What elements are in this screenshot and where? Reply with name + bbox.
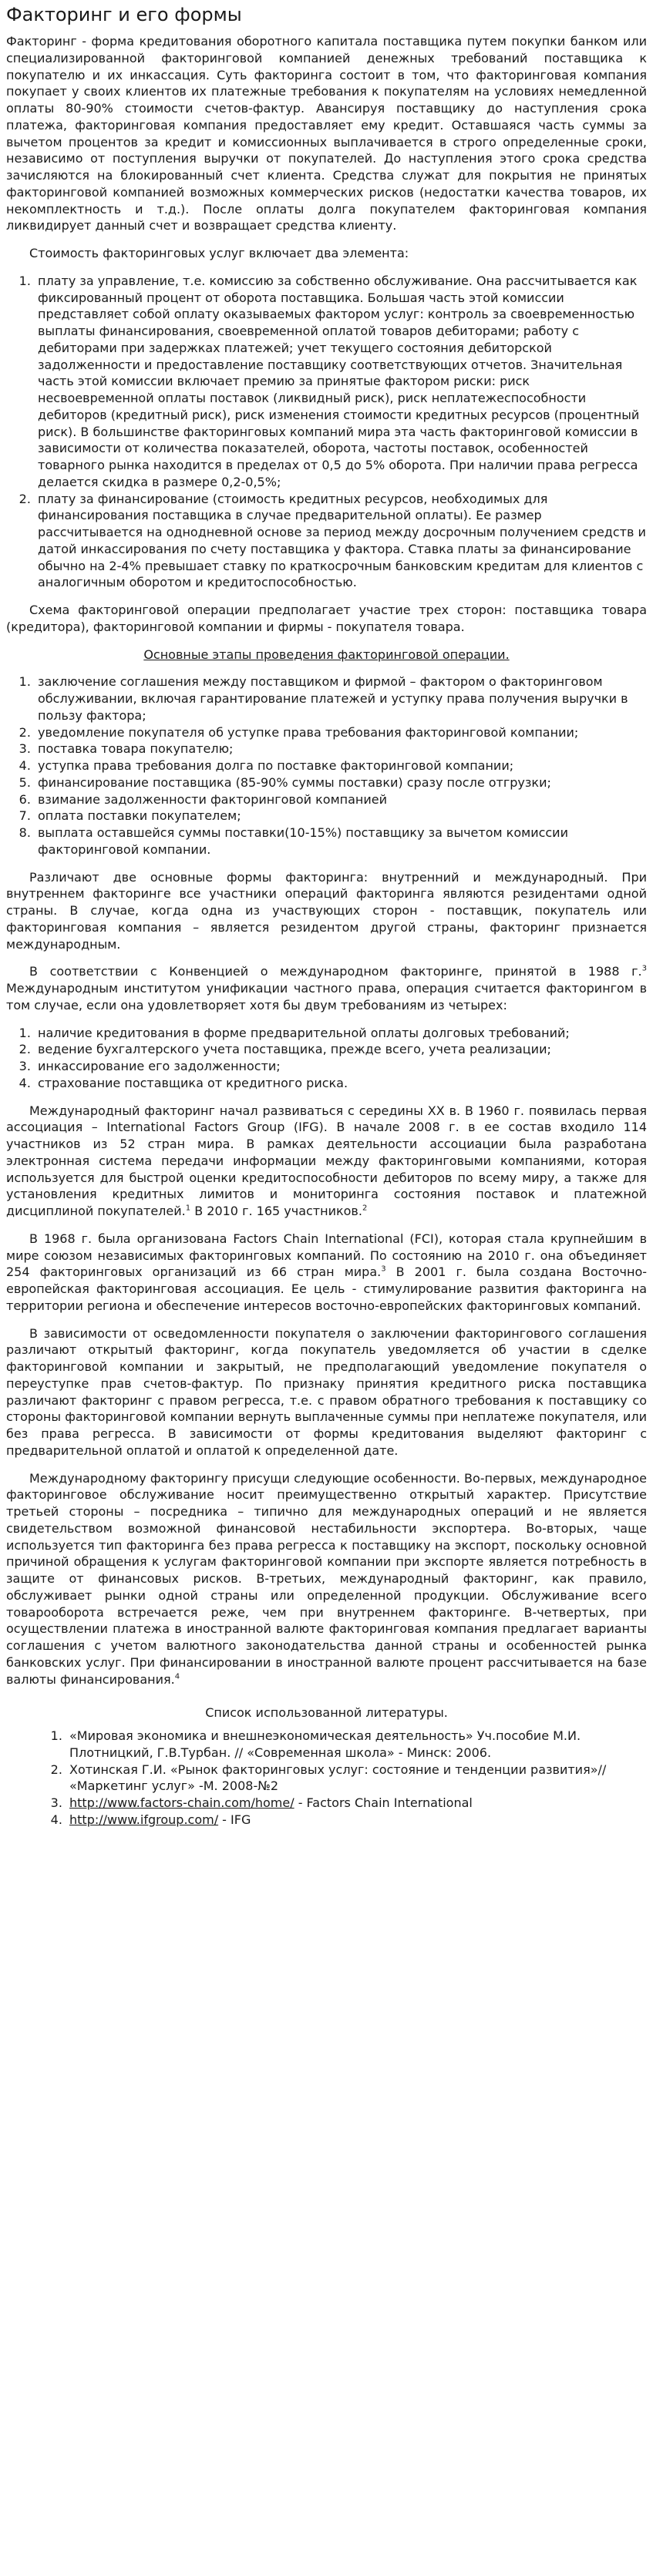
literature-list — [6, 1728, 647, 1829]
intl-text-continued: В 2010 г. 165 участников. — [190, 1204, 362, 1219]
stages-heading — [6, 647, 647, 663]
intro-paragraph: Факторинг - форма кредитования оборотного капитала поставщика путем покупки банком или специализированной факторинговой компанией денежных требований поставщика к покупателю и их инкассация. Суть факторинга состоит в том, что факторинговая компания покупает у своих клиентов их платежные требования к покупателям на условиях немедленной оплаты 80-90% стоимости счетов-фактур. Авансируя поставщику до наступления срока платежа, факторинговая компания предоставляет ему кредит. Оставшаяся часть суммы за вычетом процентов за кредит и комиссионных выплачивается в строго определенные сроки, независимо от поступления выручки от покупателей. До наступления этого срока средства зачисляются на блокированный счет клиента. Средства служат для покрытия не принятых факторинговой компанией возможных коммерческих рисков (недостатки качества товаров, их некомплектность и т.д.). После оплаты долга покупателем факторинговая компания ликвидирует данный счет и возвращает средства клиенту. — [6, 34, 647, 233]
list-item: 4. уступка права требования долга по поставке факторинговой компании; — [35, 757, 647, 774]
list-item: 3. поставка товара покупателю; — [35, 741, 647, 757]
fci-text-continued: В 2001 г. была создана Восточно-европейская факторинговая ассоциация. Ее цель - стимулирование развития факторинга на территории региона и обеспечение интересов восточно-европейских факторинговых компаний. — [6, 1264, 647, 1313]
literature-item: 1. «Мировая экономика и внешнеэкономическая деятельность» Уч.пособие М.И. Плотницкий, Г.В.Турбан. // «Современная школа» - Минск: 2006. — [66, 1728, 647, 1762]
literature-item — [66, 1795, 647, 1812]
list-item: 6. взимание задолженности факторинговой компанией — [35, 791, 647, 808]
literature-item-label: - Factors Chain International — [294, 1795, 473, 1811]
list-item: 2. уведомление покупателя об уступке права требования факторинговой компании; — [35, 724, 647, 741]
literature-title: Список использованной литературы. — [205, 1705, 448, 1721]
footnote-ref: 2 — [362, 1204, 368, 1213]
footnote-ref: 1 — [185, 1204, 191, 1213]
fci-text: В 1968 г. была организована Factors Chain International (FCI), которая стала крупнейшим в мире союзом независимых факторинговых компаний. По состоянию на 2010 г. она объединяет 254 факторинговых организаций из 66 стран мира. — [6, 1231, 647, 1280]
literature-item — [66, 1812, 647, 1829]
convention-text-continued: Международным институтом унификации частного права, операция считается факторингом в том случае, если она удовлетворяет хотя бы двум требованиям из четырех: — [6, 981, 647, 1013]
footnote-ref: 3 — [641, 965, 647, 974]
list-item: 2. ведение бухгалтерского учета поставщика, прежде всего, учета реализации; — [35, 1041, 647, 1058]
stages-list — [6, 673, 647, 858]
convention-paragraph — [6, 963, 647, 1013]
cost-list — [6, 273, 647, 591]
cost-intro: Стоимость факторинговых услуг включает два элемента: — [29, 246, 409, 261]
intl-text: Международный факторинг начал развиваться с середины XX в. В 1960 г. появилась первая ассоциация – International Factors Group (IFG). В начале 2008 г. в ее состав входило 114 участников из 52 стран мира. В рамках деятельности ассоциации была разработана электронная система передачи информации между факторинговыми компаниями, которая используется для быстрой оценки кредитоспособности дебиторов по всему миру, а также для установления кредитных лимитов и мониторинга состояния поставок и платежной дисциплиной покупателей. — [6, 1103, 647, 1219]
forms-paragraph: Различают две основные формы факторинга: внутренний и международный. При внутреннем факторинге все участники операций факторинга являются резидентами одной страны. В случае, когда одна из участвующих сторон - поставщик, покупатель или факторинговая компания – является резидентом другой страны, факторинг признается международным. — [6, 869, 647, 952]
list-item: 8. выплата оставшейся суммы поставки(10-15%) поставщику за вычетом комиссии факторинговой компании. — [35, 825, 647, 858]
list-item: 3. инкассирование его задолженности; — [35, 1058, 647, 1075]
literature-item: 2. Хотинская Г.И. «Рынок факторинговых услуг: состояние и тенденции развития»// «Маркетинг услуг» -М. 2008-№2 — [66, 1762, 647, 1795]
list-item: 1. наличие кредитования в форме предварительной оплаты долговых требований; — [35, 1025, 647, 1042]
footnote-ref: 4 — [174, 1672, 180, 1681]
list-item: 2. плату за финансирование (стоимость кредитных ресурсов, необходимых для финансирования поставщика в случае предварительной оплаты). Ее размер рассчитывается на однодневной основе за период между досрочным получением средств и датой инкассирования по счету поставщика у фактора. Ставка платы за финансирование обычно на 2-4% превышает ставку по краткосрочным банковским кредитам для клиентов с аналогичным оборотом и кредитоспособностью. — [35, 491, 647, 592]
list-item: 1. заключение соглашения между поставщиком и фирмой – фактором о факторинговом обслуживании, включая гарантирование платежей и уступку права получения выручки в пользу фактора; — [35, 673, 647, 724]
stages-title: Основные этапы проведения факторинговой операции. — [143, 647, 510, 662]
literature-item-label: - IFG — [218, 1812, 251, 1827]
requirements-list — [6, 1025, 647, 1092]
list-item: 5. финансирование поставщика (85-90% суммы поставки) сразу после отгрузки; — [35, 774, 647, 791]
page-title: Факторинг и его формы — [6, 4, 242, 25]
fci-paragraph — [6, 1231, 647, 1315]
features-text: Международному факторингу присущи следующие особенности. Во-первых, международное факторинговое обслуживание носит преимущественно открытый характер. Присутствие третьей стороны – посредника – типично для международных операций и не является свидетельством возможной финансовой нестабильности экспортера. Во-вторых, чаще используется тип факторинга без права регресса к поставщику на экспорт, поскольку основной причиной обращения к услугам факторинговой компании при экспорте является потребность в защите от финансовых рисков. В-третьих, международный факторинг, как правило, обслуживает рынки одной страны или определенной продукции. Обслуживание всего товарооборота встречается реже, чем при внутреннем факторинге. В-четвертых, при осуществлении платежа в иностранной валюте факторинговая компания предлагает варианты соглашения с учетом валютного законодательства данной страны и особенностей рынка банковских услуг. При финансировании в иностранной валюте процент рассчитывается на базе валюты финансирования. — [6, 1470, 647, 1687]
list-item: 7. оплата поставки покупателем; — [35, 808, 647, 825]
types-paragraph: В зависимости от осведомленности покупателя о заключении факторингового соглашения различают открытый факторинг, когда покупатель уведомляется об участии в сделке факторинговой компании и закрытый, не предполагающий уведомление покупателя о переуступке прав счетов-фактур. По признаку принятия кредитного риска поставщика различают факторинг с правом регресса, т.е. с правом обратного требования к поставщику со стороны факторинговой компании вернуть выплаченные суммы при неплатеже покупателя, или без права регресса. В зависимости от формы кредитования выделяют факторинг с предварительной оплатой и оплатой к определенной дате. — [6, 1325, 647, 1458]
convention-text: В соответствии с Конвенцией о международном факторинге, принятой в 1988 г. — [29, 964, 642, 979]
factors-chain-link[interactable]: http://www.factors-chain.com/home/ — [69, 1795, 295, 1811]
footnote-ref: 3 — [381, 1265, 386, 1275]
intl-paragraph — [6, 1103, 647, 1220]
scheme-paragraph: Схема факторинговой операции предполагает участие трех сторон: поставщика товара (кредитора), факторинговой компании и фирмы - покупателя товара. — [6, 603, 647, 634]
list-item: 4. страхование поставщика от кредитного риска. — [35, 1075, 647, 1092]
list-item: 1. плату за управление, т.е. комиссию за собственно обслуживание. Она рассчитывается как фиксированный процент от оборота поставщика. Большая часть этой комиссии представляет собой оплату оказываемых фактором услуг: контроль за своевременностью выплаты финансирования, своевременной оплатой товаров дебиторами; работу с дебиторами при задержках платежей; учет текущего состояния дебиторской задолженности и предоставление поставщику соответствующих отчетов. Значительная часть этой комиссии включает премию за принятые фактором риски: риск несвоевременной оплаты поставок (ликвидный риск), риск неплатежеспособности дебиторов (кредитный риск), риск изменения стоимости кредитных ресурсов (процентный риск). В большинстве факторинговых компаний мира эта часть факторинговой комиссии в зависимости от количества показателей, оборота, частоты поставок, особенностей товарного рынка находится в пределах от 0,5 до 5% оборота. При наличии права регресса делается скидка в размере 0,2-0,5%; — [35, 273, 647, 491]
ifgroup-link[interactable]: http://www.ifgroup.com/ — [69, 1812, 219, 1827]
features-paragraph — [6, 1470, 647, 1688]
